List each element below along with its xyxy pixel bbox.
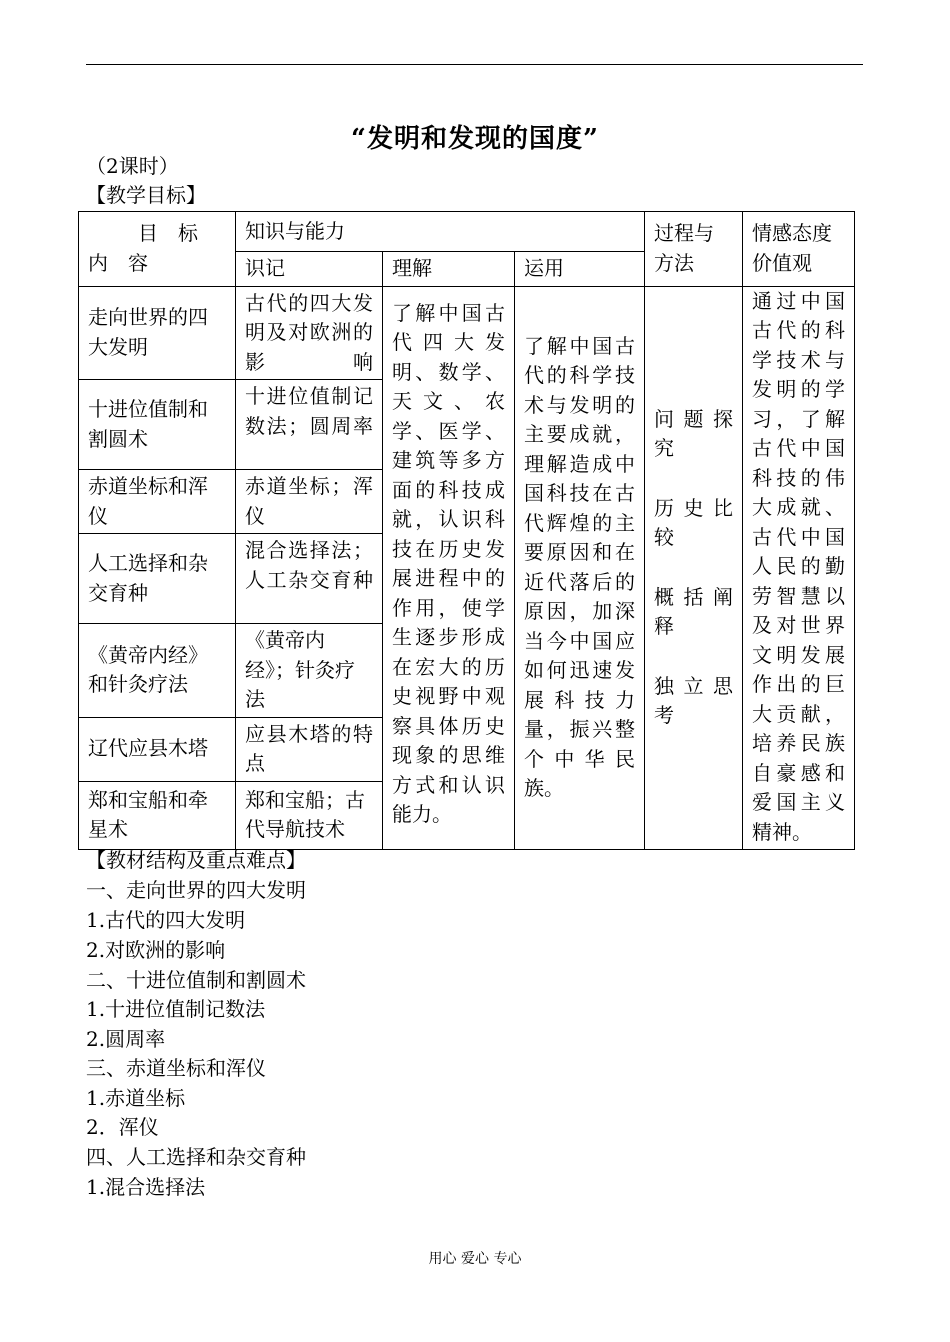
teaching-goals-table [78,211,855,850]
topic-cell: 《黄帝内经》和针灸疗法 [79,624,236,718]
table-header-row [79,212,855,252]
recall-cell: 赤道坐标；浑仪 [236,470,383,534]
outline-item: 1.混合选择法 [86,1175,206,1199]
emotion-header-cell: 情感态度价值观 [743,212,855,287]
recall-cell: 应县木塔的特点 [236,717,383,781]
recall-cell: 《黄帝内经》；针灸疗法 [236,624,383,718]
section-heading-goals: 【教学目标】 [86,183,206,207]
outline-item: 2．浑仪 [86,1115,159,1139]
recall-header-cell: 识记 [236,252,383,287]
understand-header-cell: 理解 [383,252,515,287]
outline-item: 1.赤道坐标 [86,1086,186,1110]
header-rule [86,64,863,65]
outline-item: 2.对欧洲的影响 [86,938,226,962]
process-item: 独立思考 [654,673,734,728]
emotion-cell: 通过中国古代的科学技术与发明的学习，了解古代中国科技的伟大成就、古代中国人民的勤劳智慧以及对世界文明发展作出的巨大贡献，培养民族自豪感和爱国主义精神。 [743,286,855,850]
process-cell [645,286,743,850]
topic-cell: 人工选择和杂交育种 [79,534,236,624]
knowledge-header-cell: 知识与能力 [236,212,645,252]
process-item: 概括阐释 [654,584,734,639]
recall-cell: 十进位值制记数法；圆周率 [236,380,383,470]
corner-header-goal: 目 标 [138,221,198,246]
understand-cell: 了解中国古代四大发明、数学、天文、农学、医学、建筑等多方面的科技成就，认识科技在历史发展进程中的作用，使学生逐步形成在宏大的历史视野中观察具体历史现象的思维方式和认识能力。 [383,286,515,850]
apply-header-cell: 运用 [515,252,645,287]
outline-item: 一、走向世界的四大发明 [86,878,306,902]
outline-item: 2.圆周率 [86,1027,166,1051]
corner-header-content: 内 容 [88,250,148,275]
outline-item: 三、赤道坐标和浑仪 [86,1056,266,1080]
class-hours: （2课时） [86,154,179,178]
process-item: 问题探究 [654,406,734,461]
topic-cell: 赤道坐标和浑仪 [79,470,236,534]
section-heading-structure: 【教材结构及重点难点】 [86,848,306,872]
process-item: 历史比较 [654,495,734,550]
recall-cell: 古代的四大发明及对欧洲的影响 [236,286,383,380]
outline-item: 四、人工选择和杂交育种 [86,1145,306,1169]
outline-item: 二、十进位值制和割圆术 [86,968,306,992]
topic-cell: 走向世界的四大发明 [79,286,236,380]
outline-item: 1.古代的四大发明 [86,908,246,932]
table-row [79,286,855,380]
topic-cell: 十进位值制和割圆术 [79,380,236,470]
page-footer: 用心 爱心 专心 [428,1251,522,1267]
recall-cell: 混合选择法；人工杂交育种 [236,534,383,624]
apply-cell: 了解中国古代的科学技术与发明的主要成就，理解造成中国科技在古代辉煌的主要原因和在近代落后的原因，加深当今中国应如何迅速发展科技力量，振兴整个中华民族。 [515,286,645,850]
corner-header-cell [79,212,236,287]
page-title: “发明和发现的国度” [351,124,599,154]
topic-cell: 郑和宝船和牵星术 [79,781,236,850]
recall-cell: 郑和宝船；古代导航技术 [236,781,383,850]
topic-cell: 辽代应县木塔 [79,717,236,781]
outline-item: 1.十进位值制记数法 [86,997,266,1021]
process-header-cell: 过程与方法 [645,212,743,287]
